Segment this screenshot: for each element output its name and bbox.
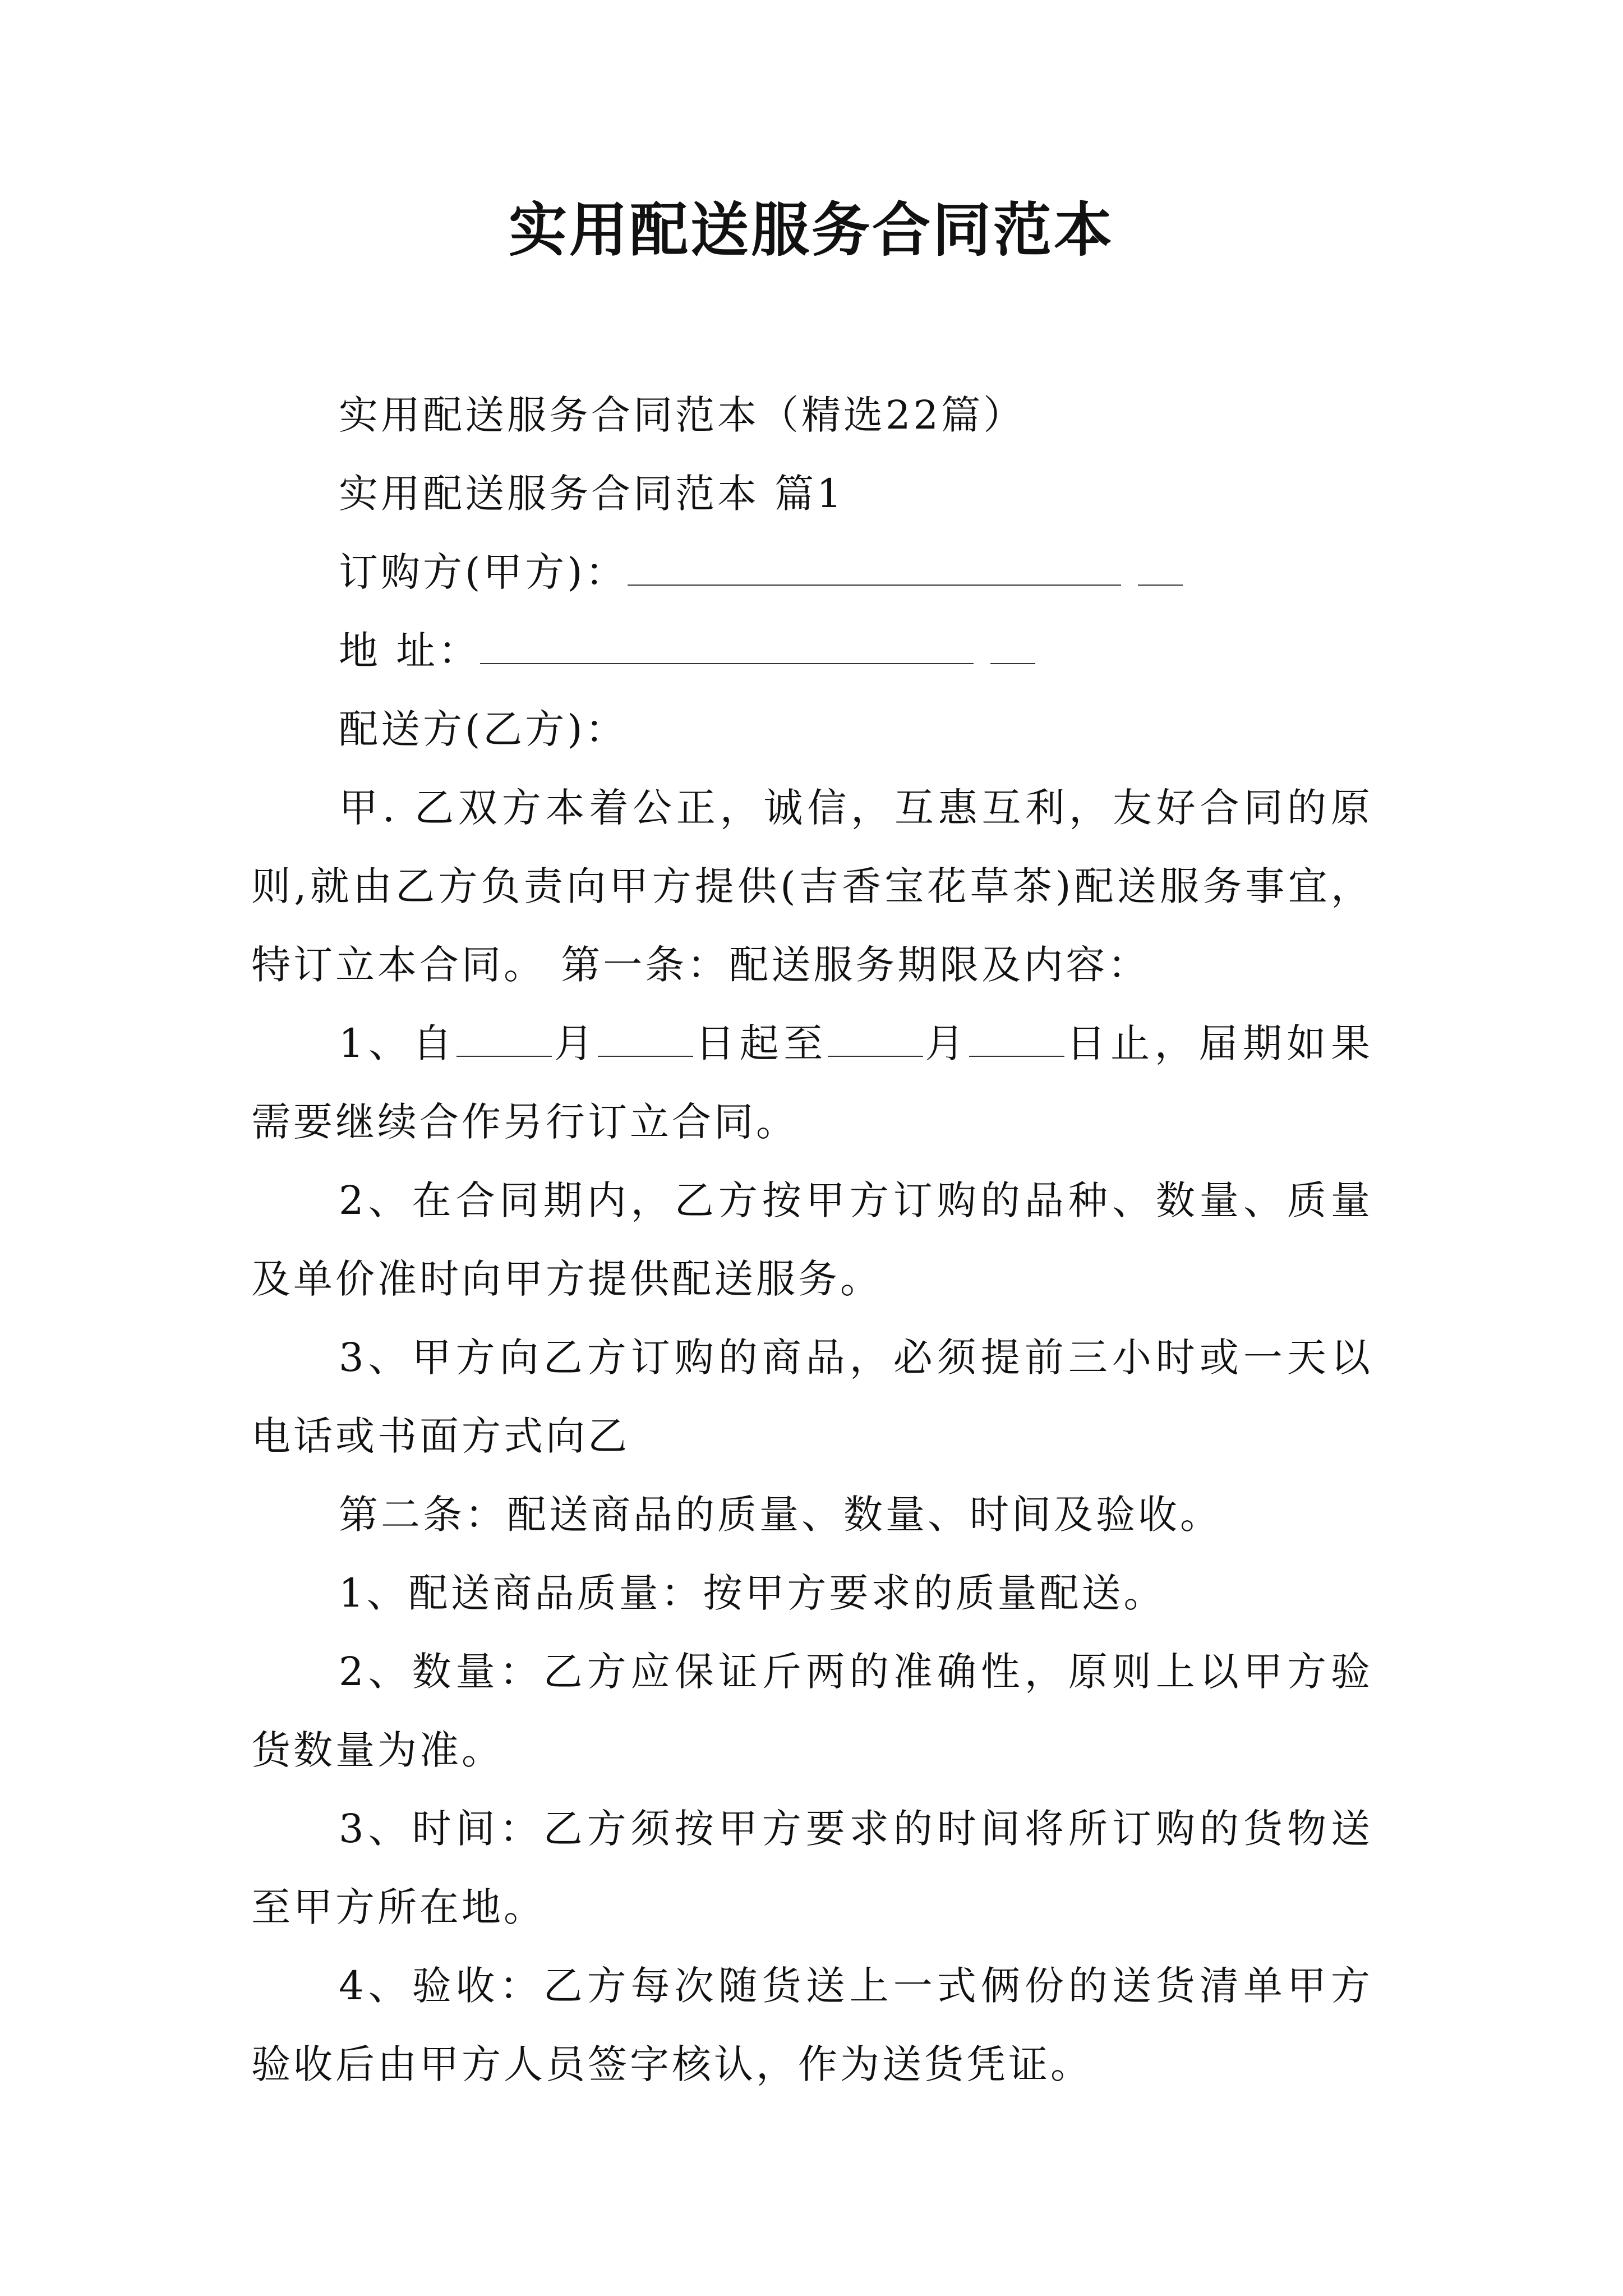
buyer-blank-tail xyxy=(1138,576,1183,586)
term-clause-2: 2、在合同期内，乙方按甲方订购的品种、数量、质量及单价准时向甲方提供配送服务。 xyxy=(251,1177,1373,1302)
quantity-clause: 2、数量：乙方应保证斤两的准确性，原则上以甲方验货数量为准。 xyxy=(251,1649,1373,1773)
clause-text: 日起至 xyxy=(693,1020,828,1066)
quality-clause: 1、配送商品质量：按甲方要求的质量配送。 xyxy=(339,1570,1166,1616)
term-clause-1 xyxy=(251,1004,1373,1161)
end-day-blank xyxy=(969,1047,1064,1057)
subtitle-line: 实用配送服务合同范本（精选22篇） xyxy=(339,392,1026,438)
buyer-label: 订购方(甲方)： xyxy=(339,549,628,595)
address-label: 地 址： xyxy=(339,628,481,674)
clause-text: 月 xyxy=(552,1020,598,1066)
start-month-blank xyxy=(457,1047,552,1057)
article-2-heading: 第二条：配送商品的质量、数量、时间及验收。 xyxy=(339,1492,1222,1538)
clause-text: 1、自 xyxy=(339,1020,457,1066)
address-line xyxy=(251,611,1373,690)
document-body xyxy=(251,376,1373,2104)
buyer-blank xyxy=(628,576,1121,586)
clause-text: 月 xyxy=(923,1020,969,1066)
end-month-blank xyxy=(828,1047,923,1057)
clause-text: 日止，届期如果需要继续合作另行订立合同。 xyxy=(251,1020,1373,1145)
supplier-line: 配送方(乙方)： xyxy=(339,706,628,752)
address-blank xyxy=(480,654,974,664)
document-title: 实用配送服务合同范本 xyxy=(508,195,1114,264)
buyer-line xyxy=(251,533,1373,611)
start-day-blank xyxy=(598,1047,693,1057)
address-blank-tail xyxy=(990,654,1035,664)
chapter-heading: 实用配送服务合同范本 篇1 xyxy=(339,471,845,517)
acceptance-clause: 4、验收：乙方每次随货送上一式俩份的送货清单甲方验收后由甲方人员签字核认，作为送货凭证。 xyxy=(251,1963,1373,2087)
time-clause: 3、时间：乙方须按甲方要求的时间将所订购的货物送至甲方所在地。 xyxy=(251,1806,1373,1930)
preamble-paragraph: 甲. 乙双方本着公正，诚信，互惠互利，友好合同的原则,就由乙方负责向甲方提供(吉香宝花草茶)配送服务事宜，特订立本合同。 第一条：配送服务期限及内容： xyxy=(251,785,1373,988)
term-clause-3: 3、甲方向乙方订购的商品，必须提前三小时或一天以电话或书面方式向乙 xyxy=(251,1335,1373,1459)
